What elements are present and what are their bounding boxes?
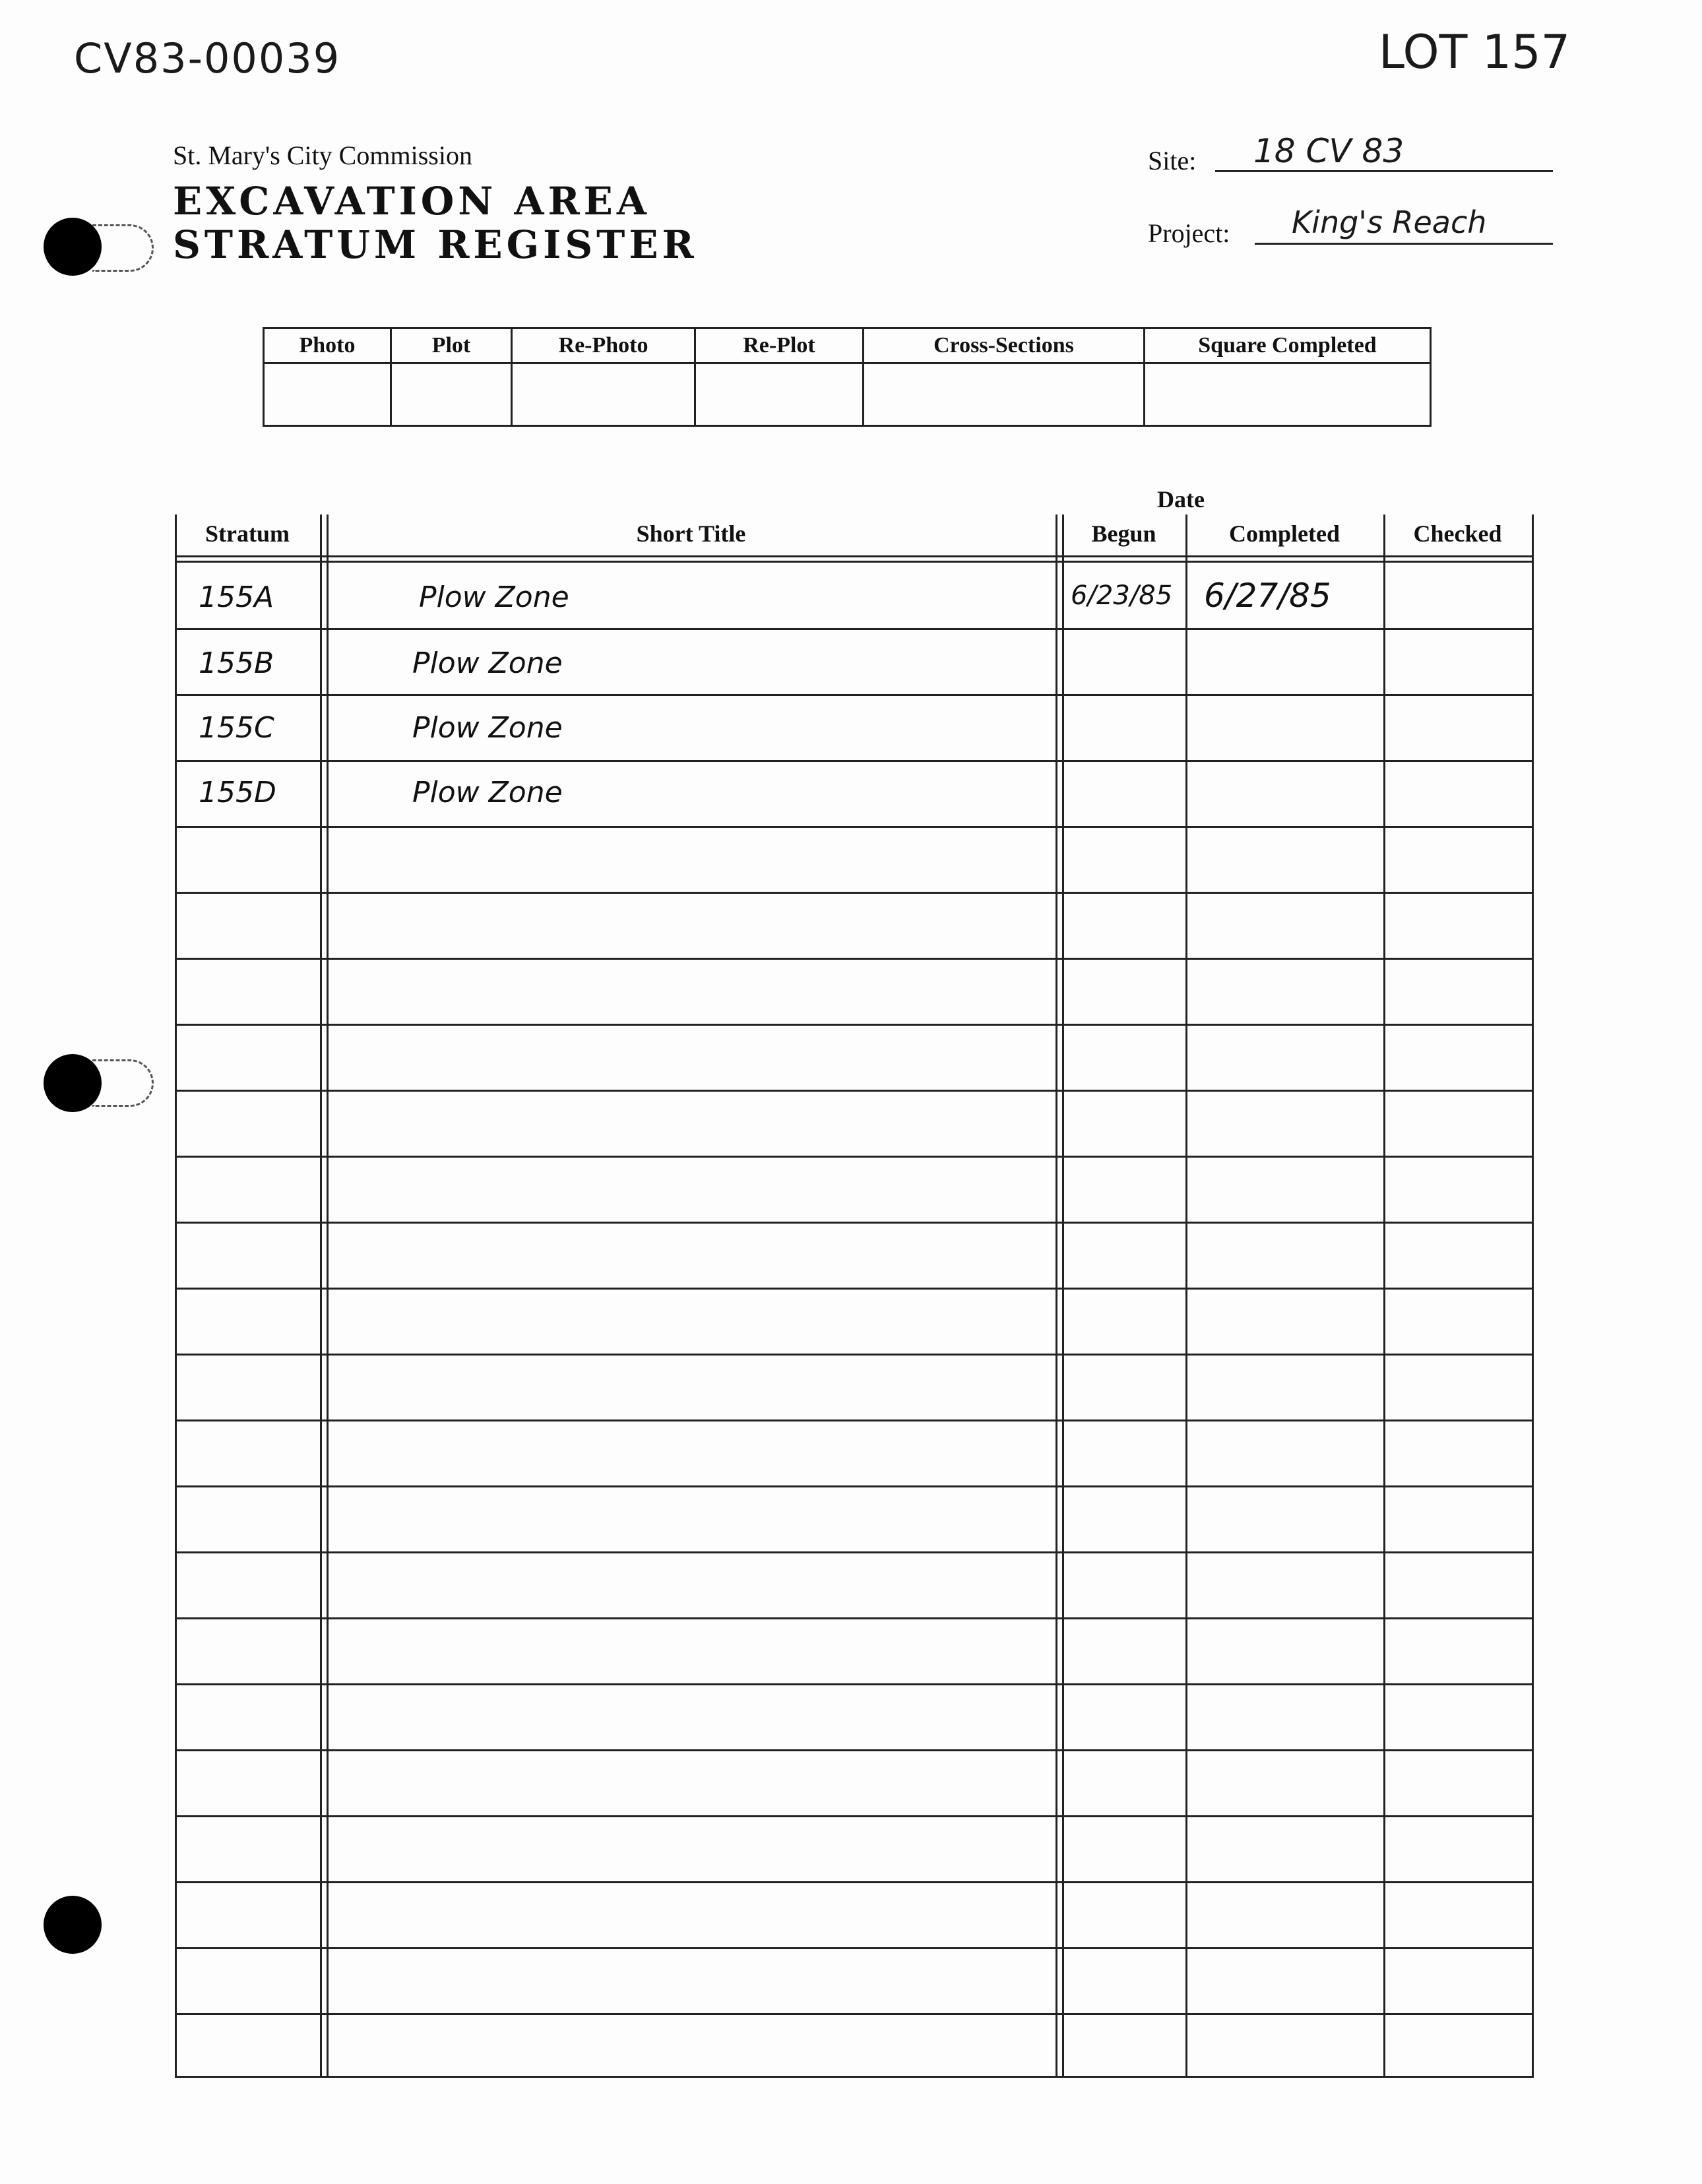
project-line (1255, 243, 1553, 245)
header-rule-top (175, 555, 1534, 557)
row-rule (175, 760, 1534, 762)
row-rule (175, 1090, 1534, 1092)
form-title (173, 179, 698, 266)
row-rule (175, 826, 1534, 828)
status-col-re-plot: Re-Plot (695, 328, 864, 363)
status-cell-square-completed[interactable] (1145, 363, 1431, 426)
row-rule (175, 694, 1534, 696)
project-label: Project: (1148, 218, 1230, 248)
row-rule (175, 1156, 1534, 1158)
punch-hole-top-ring (92, 224, 154, 272)
row-2-stratum[interactable]: 155B (199, 646, 274, 680)
date-group-label: Date (1157, 486, 1205, 513)
row-rule (175, 628, 1534, 630)
grid-rule-left (175, 515, 177, 2078)
row-rule (175, 1420, 1534, 1421)
punch-hole-bottom (44, 1896, 102, 1954)
status-col-plot: Plot (391, 328, 512, 363)
row-rule (175, 1354, 1534, 1356)
row-rule (175, 2013, 1534, 2015)
grid-rule-stratum-double (327, 515, 329, 2078)
organization-name: St. Mary's City Commission (173, 140, 472, 170)
col-stratum-header: Stratum (205, 520, 290, 547)
col-begun-header: Begun (1091, 520, 1156, 547)
document-number: CV83-00039 (74, 34, 341, 82)
status-cell-cross-sections[interactable] (864, 363, 1145, 426)
site-value[interactable]: 18 CV 83 (1253, 132, 1404, 170)
row-4-stratum[interactable]: 155D (199, 776, 276, 809)
row-rule (175, 1947, 1534, 1949)
grid-rule-right (1532, 515, 1534, 2078)
row-4-short-title[interactable]: Plow Zone (412, 776, 563, 809)
row-rule (175, 1881, 1534, 1883)
row-1-completed[interactable]: 6/27/85 (1204, 577, 1331, 615)
stratum-register-grid (175, 515, 1534, 2078)
status-cell-re-photo[interactable] (512, 363, 695, 426)
row-rule (175, 1683, 1534, 1685)
row-rule (175, 1617, 1534, 1619)
row-3-short-title[interactable]: Plow Zone (412, 711, 563, 745)
status-col-square-completed: Square Completed (1145, 328, 1431, 363)
grid-rule-stratum (320, 515, 322, 2078)
grid-rule-completed (1383, 515, 1385, 2078)
status-cell-photo[interactable] (264, 363, 391, 426)
row-1-short-title[interactable]: Plow Zone (419, 580, 569, 614)
site-line (1215, 170, 1553, 172)
row-3-stratum[interactable]: 155C (199, 711, 274, 745)
grid-rule-title-double (1062, 515, 1064, 2078)
row-rule (175, 1288, 1534, 1290)
col-short-title-header: Short Title (636, 520, 746, 547)
site-label: Site: (1148, 146, 1197, 175)
row-rule (175, 1815, 1534, 1817)
row-rule (175, 1551, 1534, 1553)
row-1-begun[interactable]: 6/23/85 (1071, 580, 1173, 611)
row-rule (175, 1749, 1534, 1751)
grid-rule-bottom (175, 2076, 1534, 2078)
row-2-short-title[interactable]: Plow Zone (412, 646, 563, 680)
row-rule (175, 958, 1534, 960)
row-rule (175, 1485, 1534, 1487)
status-col-photo: Photo (264, 328, 391, 363)
status-col-re-photo: Re-Photo (512, 328, 695, 363)
status-cell-plot[interactable] (391, 363, 512, 426)
row-rule (175, 1024, 1534, 1026)
status-cell-re-plot[interactable] (695, 363, 864, 426)
form-title-line2: STRATUM REGISTER (173, 222, 698, 267)
header-rule-bottom (175, 561, 1534, 563)
punch-hole-middle-ring (92, 1059, 154, 1107)
status-table (263, 327, 1432, 427)
row-1-stratum[interactable]: 155A (199, 580, 274, 614)
row-rule (175, 892, 1534, 894)
lot-number: LOT 157 (1379, 25, 1571, 79)
grid-rule-begun (1185, 515, 1187, 2078)
project-value[interactable]: King's Reach (1292, 204, 1487, 240)
grid-rule-title (1056, 515, 1057, 2078)
status-col-cross-sections: Cross-Sections (864, 328, 1145, 363)
col-completed-header: Completed (1229, 520, 1340, 547)
col-checked-header: Checked (1413, 520, 1502, 547)
form-title-line1: EXCAVATION AREA (173, 179, 650, 224)
row-rule (175, 1222, 1534, 1224)
